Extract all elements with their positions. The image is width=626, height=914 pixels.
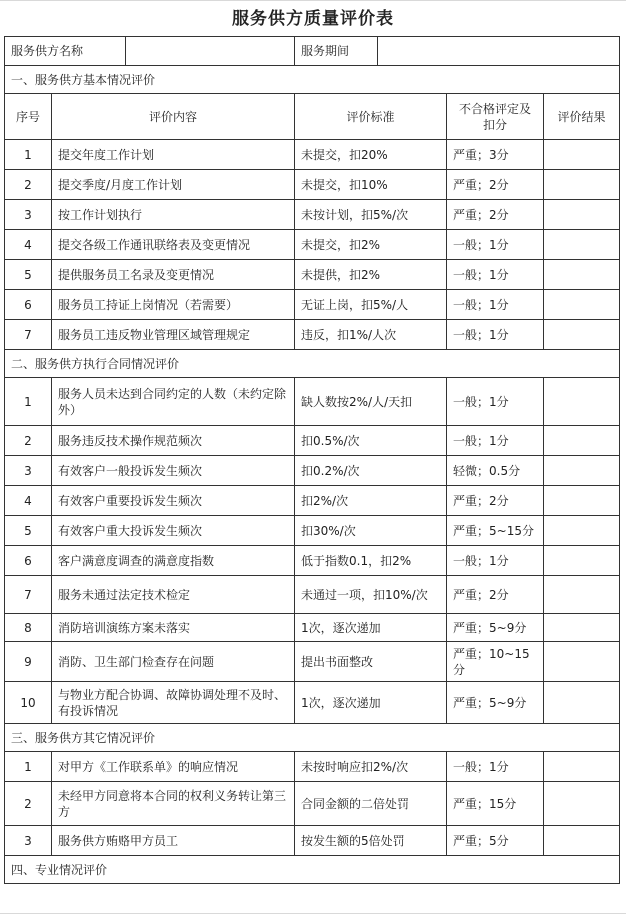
cell-seq: 8 <box>5 614 52 642</box>
cell-standard: 未按计划，扣5%/次 <box>295 200 447 230</box>
cell-content: 对甲方《工作联系单》的响应情况 <box>52 752 295 782</box>
cell-standard: 扣2%/次 <box>295 486 447 516</box>
cell-result[interactable] <box>544 140 620 170</box>
table-row <box>5 826 620 856</box>
cell-content: 未经甲方同意将本合同的权利义务转让第三方 <box>52 782 295 826</box>
cell-penalty: 一般；1分 <box>447 546 544 576</box>
cell-seq: 3 <box>5 456 52 486</box>
section-header-row <box>5 66 620 94</box>
cell-penalty: 轻微；0.5分 <box>447 456 544 486</box>
cell-standard: 1次，逐次递加 <box>295 614 447 642</box>
cell-standard: 提出书面整改 <box>295 642 447 682</box>
table-row <box>5 378 620 426</box>
cell-penalty: 严重；15分 <box>447 782 544 826</box>
cell-content: 有效客户重大投诉发生频次 <box>52 516 295 546</box>
table-row <box>5 614 620 642</box>
cell-seq: 6 <box>5 290 52 320</box>
column-header-row <box>5 94 620 140</box>
cell-content: 服务违反技术操作规范频次 <box>52 426 295 456</box>
cell-seq: 9 <box>5 642 52 682</box>
cell-standard: 未按时响应扣2%/次 <box>295 752 447 782</box>
cell-penalty: 严重；2分 <box>447 170 544 200</box>
cell-standard: 违反，扣1%/人次 <box>295 320 447 350</box>
table-row <box>5 426 620 456</box>
cell-content: 服务员工违反物业管理区域管理规定 <box>52 320 295 350</box>
table-row <box>5 782 620 826</box>
cell-result[interactable] <box>544 456 620 486</box>
cell-standard: 扣30%/次 <box>295 516 447 546</box>
cell-content: 消防培训演练方案未落实 <box>52 614 295 642</box>
table-row <box>5 320 620 350</box>
cell-seq: 4 <box>5 230 52 260</box>
service-period-label: 服务期间 <box>295 37 379 65</box>
section-header-row <box>5 350 620 378</box>
table-row <box>5 752 620 782</box>
cell-result[interactable] <box>544 516 620 546</box>
page-title: 服务供方质量评价表 <box>232 9 394 29</box>
section-heading: 二、服务供方执行合同情况评价 <box>5 350 620 378</box>
cell-standard: 无证上岗，扣5%/人 <box>295 290 447 320</box>
table-row <box>5 516 620 546</box>
cell-content: 服务员工持证上岗情况（若需要） <box>52 290 295 320</box>
cell-standard: 扣0.5%/次 <box>295 426 447 456</box>
table-row <box>5 546 620 576</box>
cell-seq: 3 <box>5 826 52 856</box>
cell-penalty: 一般；1分 <box>447 290 544 320</box>
section-header-row <box>5 856 620 884</box>
cell-seq: 1 <box>5 752 52 782</box>
cell-result[interactable] <box>544 378 620 426</box>
table-row <box>5 456 620 486</box>
cell-content: 提交季度/月度工作计划 <box>52 170 295 200</box>
cell-result[interactable] <box>544 782 620 826</box>
cell-penalty: 严重；10~15分 <box>447 642 544 682</box>
section-heading: 四、专业情况评价 <box>5 856 620 884</box>
cell-content: 提供服务员工名录及变更情况 <box>52 260 295 290</box>
cell-penalty: 严重；2分 <box>447 486 544 516</box>
cell-content: 服务未通过法定技术检定 <box>52 576 295 614</box>
cell-result[interactable] <box>544 200 620 230</box>
cell-content: 客户满意度调查的满意度指数 <box>52 546 295 576</box>
cell-seq: 10 <box>5 682 52 724</box>
cell-seq: 4 <box>5 486 52 516</box>
cell-penalty: 一般；1分 <box>447 230 544 260</box>
cell-result[interactable] <box>544 642 620 682</box>
table-row <box>5 140 620 170</box>
table-row <box>5 260 620 290</box>
column-header-penalty: 不合格评定及扣分 <box>447 94 544 140</box>
service-period-value[interactable] <box>378 37 619 65</box>
cell-penalty: 一般；1分 <box>447 378 544 426</box>
cell-penalty: 一般；1分 <box>447 320 544 350</box>
cell-standard: 未提交，扣10% <box>295 170 447 200</box>
cell-seq: 3 <box>5 200 52 230</box>
table-row <box>5 230 620 260</box>
cell-standard: 合同金额的二倍处罚 <box>295 782 447 826</box>
cell-standard: 未通过一项，扣10%/次 <box>295 576 447 614</box>
cell-result[interactable] <box>544 260 620 290</box>
section-heading: 三、服务供方其它情况评价 <box>5 724 620 752</box>
supplier-name-value[interactable] <box>126 37 294 65</box>
cell-result[interactable] <box>544 230 620 260</box>
evaluation-form-table <box>4 36 620 884</box>
cell-standard: 扣0.2%/次 <box>295 456 447 486</box>
cell-seq: 7 <box>5 576 52 614</box>
info-row <box>5 37 620 66</box>
cell-seq: 5 <box>5 516 52 546</box>
table-row <box>5 200 620 230</box>
section-header-row <box>5 724 620 752</box>
cell-penalty: 严重；5~15分 <box>447 516 544 546</box>
cell-result[interactable] <box>544 290 620 320</box>
cell-content: 消防、卫生部门检查存在问题 <box>52 642 295 682</box>
cell-standard: 缺人数按2%/人/天扣 <box>295 378 447 426</box>
cell-content: 按工作计划执行 <box>52 200 295 230</box>
cell-penalty: 严重；5~9分 <box>447 614 544 642</box>
cell-standard: 低于指数0.1，扣2% <box>295 546 447 576</box>
table-row <box>5 576 620 614</box>
cell-penalty: 一般；1分 <box>447 426 544 456</box>
cell-penalty: 严重；5~9分 <box>447 682 544 724</box>
cell-content: 提交年度工作计划 <box>52 140 295 170</box>
cell-seq: 2 <box>5 170 52 200</box>
cell-result[interactable] <box>544 170 620 200</box>
cell-result[interactable] <box>544 546 620 576</box>
section-heading: 一、服务供方基本情况评价 <box>5 66 620 94</box>
cell-content: 有效客户一般投诉发生频次 <box>52 456 295 486</box>
table-row <box>5 170 620 200</box>
table-row <box>5 290 620 320</box>
cell-content: 服务人员未达到合同约定的人数（未约定除外） <box>52 378 295 426</box>
cell-seq: 6 <box>5 546 52 576</box>
cell-penalty: 严重；5分 <box>447 826 544 856</box>
cell-seq: 2 <box>5 782 52 826</box>
cell-penalty: 严重；2分 <box>447 576 544 614</box>
cell-content: 服务供方贿赂甲方员工 <box>52 826 295 856</box>
cell-content: 与物业方配合协调、故障协调处理不及时、有投诉情况 <box>52 682 295 724</box>
cell-result[interactable] <box>544 426 620 456</box>
cell-result[interactable] <box>544 826 620 856</box>
cell-standard: 按发生额的5倍处罚 <box>295 826 447 856</box>
cell-result[interactable] <box>544 682 620 724</box>
cell-content: 提交各级工作通讯联络表及变更情况 <box>52 230 295 260</box>
cell-result[interactable] <box>544 752 620 782</box>
cell-penalty: 一般；1分 <box>447 752 544 782</box>
cell-penalty: 严重；2分 <box>447 200 544 230</box>
cell-seq: 1 <box>5 140 52 170</box>
cell-result[interactable] <box>544 614 620 642</box>
cell-seq: 7 <box>5 320 52 350</box>
cell-standard: 未提供，扣2% <box>295 260 447 290</box>
cell-penalty: 严重；3分 <box>447 140 544 170</box>
cell-content: 有效客户重要投诉发生频次 <box>52 486 295 516</box>
cell-standard: 1次，逐次递加 <box>295 682 447 724</box>
table-row <box>5 486 620 516</box>
cell-standard: 未提交，扣20% <box>295 140 447 170</box>
cell-result[interactable] <box>544 486 620 516</box>
cell-standard: 未提交，扣2% <box>295 230 447 260</box>
column-header-content: 评价内容 <box>52 94 295 140</box>
cell-seq: 5 <box>5 260 52 290</box>
cell-result[interactable] <box>544 320 620 350</box>
table-row <box>5 682 620 724</box>
cell-seq: 1 <box>5 378 52 426</box>
cell-result[interactable] <box>544 576 620 614</box>
supplier-name-label: 服务供方名称 <box>5 37 126 65</box>
cell-penalty: 一般；1分 <box>447 260 544 290</box>
table-row <box>5 642 620 682</box>
column-header-result: 评价结果 <box>544 94 620 140</box>
column-header-standard: 评价标准 <box>295 94 447 140</box>
cell-seq: 2 <box>5 426 52 456</box>
column-header-seq: 序号 <box>5 94 52 140</box>
